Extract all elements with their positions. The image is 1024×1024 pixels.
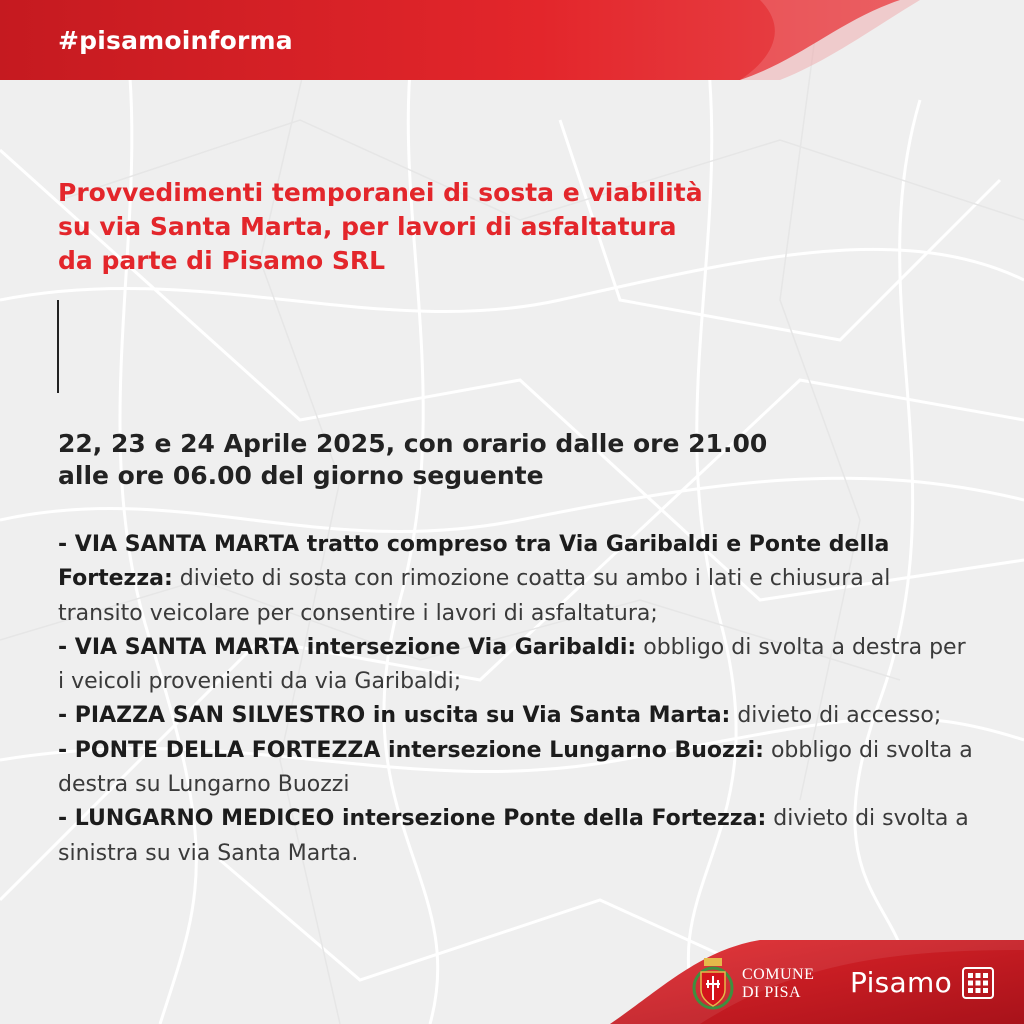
item-text: obbligo di svolta a destra per i veicoli provenienti da via Garibaldi;: [58, 634, 966, 695]
list-item: [58, 734, 978, 803]
list-item: [58, 802, 978, 871]
grid-logo-icon: [962, 967, 994, 999]
list-item: [58, 631, 978, 700]
pisamo-logo: [850, 966, 994, 999]
item-lead: - LUNGARNO MEDICEO intersezione Ponte della Fortezza:: [58, 806, 767, 832]
list-item: [58, 699, 978, 733]
hashtag-label: #pisamoinforma: [58, 26, 293, 55]
date-range: 22, 23 e 24 Aprile 2025, con orario dalle ore 21.00 alle ore 06.00 del giorno seguente: [58, 429, 768, 490]
item-text: divieto di svolta a sinistra su via Santa Marta.: [58, 806, 969, 866]
item-lead: - VIA SANTA MARTA intersezione Via Garibaldi:: [58, 634, 637, 660]
list-item: [58, 528, 978, 631]
coat-of-arms-icon: [692, 958, 734, 1010]
comune-di-pisa-logo: [692, 958, 814, 1010]
item-text: divieto di sosta con rimozione coatta su ambo i lati e chiusura al transito veicolare per consentire i lavori di asfaltatura;: [58, 566, 891, 626]
item-lead: - PONTE DELLA FORTEZZA intersezione Lungarno Buozzi:: [58, 737, 764, 763]
item-lead: - PIAZZA SAN SILVESTRO in uscita su Via Santa Marta:: [58, 703, 731, 729]
comune-logo-text: COMUNE DI PISA: [742, 966, 815, 1001]
pisamo-logo-text: Pisamo: [850, 966, 953, 999]
item-text: divieto di accesso;: [730, 703, 942, 729]
measures-list: [58, 528, 978, 871]
item-lead: - VIA SANTA MARTA tratto compreso tra Via Garibaldi e Ponte della Fortezza:: [58, 532, 890, 592]
notice-title: Provvedimenti temporanei di sosta e viabilità su via Santa Marta, per lavori di asfaltatura da parte di Pisamo SRL: [58, 178, 703, 275]
item-text: obbligo di svolta a destra su Lungarno Buozzi: [58, 737, 973, 798]
vertical-divider: [57, 300, 59, 393]
